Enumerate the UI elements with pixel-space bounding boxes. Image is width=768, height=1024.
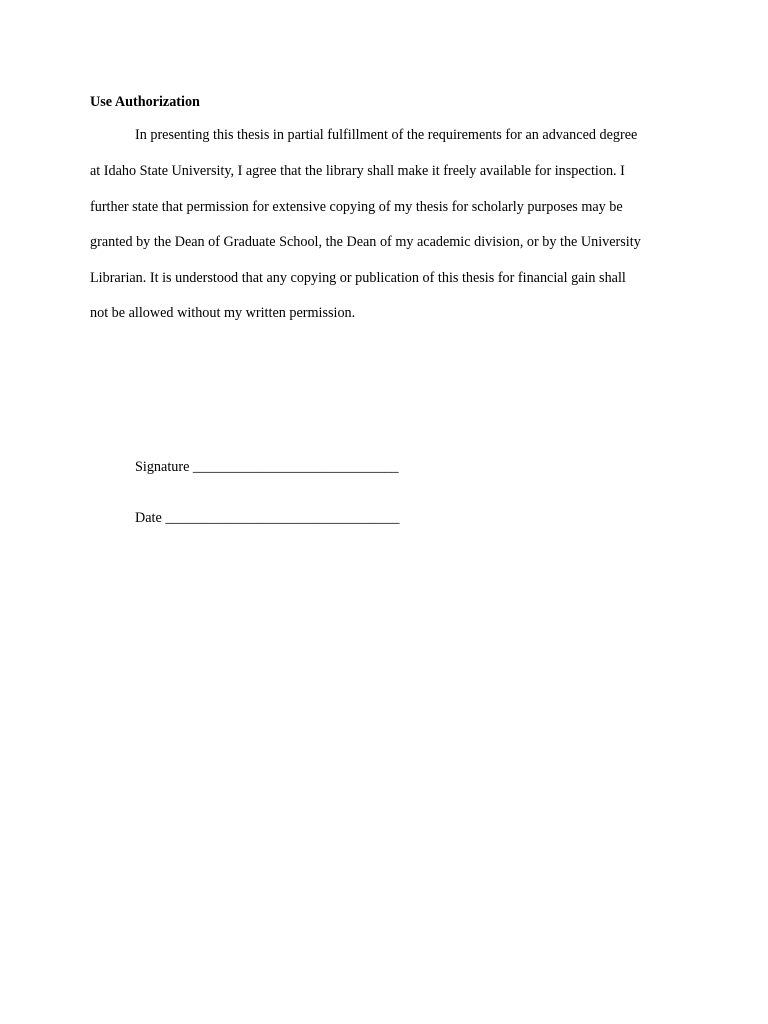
date-line: Date _________________________________ bbox=[135, 510, 400, 526]
paragraph-line-1: In presenting this thesis in partial fulfillment of the requirements for an advanced degree bbox=[135, 127, 638, 143]
paragraph-line-2: at Idaho State University, I agree that the library shall make it freely available for inspection. I bbox=[90, 163, 625, 179]
paragraph-line-6: not be allowed without my written permission. bbox=[90, 305, 356, 321]
paragraph-line-5: Librarian. It is understood that any copying or publication of this thesis for financial gain shall bbox=[90, 270, 626, 286]
paragraph-line-4: granted by the Dean of Graduate School, the Dean of my academic division, or by the University bbox=[90, 234, 641, 250]
signature-line: Signature _____________________________ bbox=[135, 459, 399, 475]
section-heading: Use Authorization bbox=[90, 94, 200, 110]
paragraph-line-3: further state that permission for extensive copying of my thesis for scholarly purposes may be bbox=[90, 199, 623, 215]
